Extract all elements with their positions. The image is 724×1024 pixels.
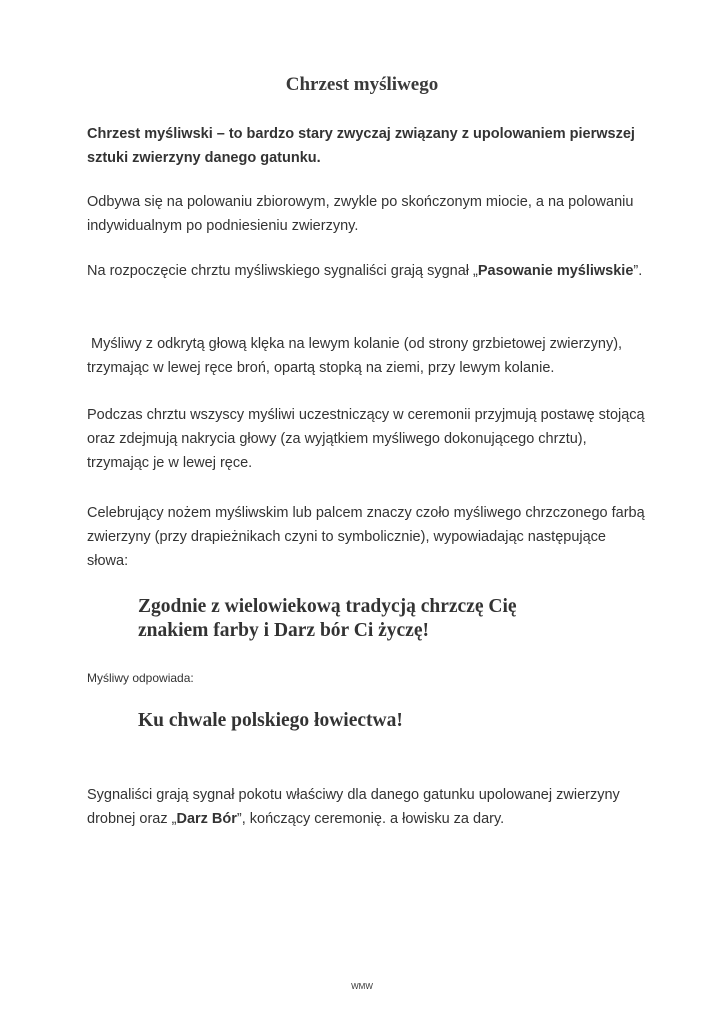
intro-paragraph: Chrzest myśliwski – to bardzo stary zwyczaj związany z upolowaniem pierwszej sztuki zwierzyny danego gatunku. [87, 126, 635, 166]
signal-name-pasowanie: Pasowanie myśliwskie [477, 263, 634, 279]
document-title: Chrzest myśliwego [285, 74, 439, 95]
paragraph-4: Podczas chrztu wszyscy myśliwi uczestniczący w ceremonii przyjmują postawę stojącą oraz zdejmują nakrycia głowy (za wyjątkiem myśliwego dokonującego chrztu), trzymając je w lewej ręce. [87, 407, 645, 471]
signal-name-darz-bor: Darz Bór [176, 811, 237, 827]
paragraph-6-text-after: ”, kończący ceremonię. a łowisku za dary. [236, 811, 505, 827]
paragraph-2 [87, 259, 647, 283]
paragraph-3: Myśliwy z odkrytą głową klęka na lewym kolanie (od strony grzbietowej zwierzyny), trzymając w lewej ręce broń, opartą stopką na ziemi, przy lewym kolanie. [87, 336, 627, 376]
paragraph-2-text-before: Na rozpoczęcie chrztu myśliwskiego sygnaliści grają sygnał „ [87, 263, 478, 279]
quote-line-1: Zgodnie z wielowiekową tradycją chrzczę Cię [138, 596, 517, 617]
paragraph-2-text-after: ”. [633, 263, 643, 279]
paragraph-6-text-before: Sygnaliści grają sygnał pokotu właściwy dla danego gatunku upolowanej zwierzyny drobnej oraz „ [87, 787, 620, 827]
paragraph-5: Celebrujący nożem myśliwskim lub palcem znaczy czoło myśliwego chrzczonego farbą zwierzyny (przy drapieżnikach czyni to symbolicznie), wypowiadając następujące słowa: [87, 505, 645, 569]
page-footer: WMW [351, 982, 373, 991]
paragraph-1: Odbywa się na polowaniu zbiorowym, zwykle po skończonym miocie, a na polowaniu indywidualnym po podniesieniu zwierzyny. [87, 194, 634, 234]
reply-quote: Ku chwale polskiego łowiectwa! [138, 710, 403, 731]
baptism-formula-quote [138, 595, 658, 643]
paragraph-6 [87, 783, 647, 831]
quote-line-2: znakiem farby i Darz bór Ci życzę! [138, 620, 429, 641]
reply-label: Myśliwy odpowiada: [87, 671, 194, 685]
